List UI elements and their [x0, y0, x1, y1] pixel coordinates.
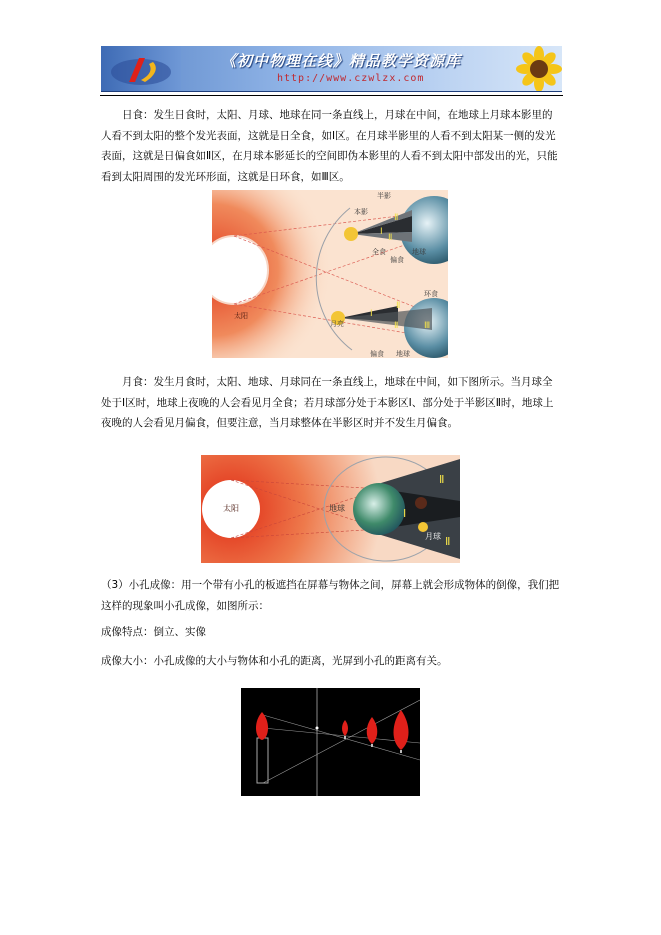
- paragraph-image-size: [101, 651, 562, 672]
- earth-globe: [353, 483, 405, 535]
- moon-partial: [418, 522, 428, 532]
- banner-title: 《初中物理在线》精品教学资源库: [221, 52, 462, 70]
- paragraph-pinhole: [101, 575, 562, 616]
- label-earth: 地球: [329, 504, 345, 513]
- zone-I-top: Ⅰ: [380, 227, 383, 237]
- zone-II-bottom-b: Ⅱ: [394, 321, 399, 331]
- label-umbra: 本影: [354, 208, 368, 216]
- site-banner: [101, 46, 562, 92]
- paragraph-solar-eclipse: [101, 105, 562, 187]
- moon-top: [344, 227, 358, 241]
- zone-I: Ⅰ: [403, 507, 407, 520]
- label-total-eclipse: 全食: [372, 248, 386, 256]
- paragraph-pinhole-text: （3）小孔成像：用一个带有小孔的板遮挡在屏幕与物体之间，屏幕上就会形成物体的倒像，我们把这样的现象叫小孔成像，如图所示：: [101, 579, 560, 612]
- label-moon: 月球: [425, 532, 441, 541]
- lunar-eclipse-figure: [201, 455, 460, 563]
- logo-mark-icon: [101, 46, 181, 92]
- paragraph-solar-text: 日食：发生日食时，太阳、月球、地球在同一条直线上，月球在中间，在地球上月球本影里的人看不到太阳的整个发光表面，这就是日全食，如Ⅰ区。在月球半影里的人看不到太阳某一侧的发光表面，这就是日偏食如Ⅱ区，在月球本影延长的空间即伪本影里的人看不到太阳中部发出的光，只能看到太阳周围的发光环形面，这就是日环食，如Ⅲ区。: [101, 109, 558, 183]
- sunflower-icon: [516, 46, 562, 92]
- pinhole: [316, 727, 319, 730]
- paragraph-lunar-eclipse: [101, 372, 562, 434]
- solar-eclipse-figure: [212, 190, 448, 358]
- zone-II-bottom-a: Ⅱ: [396, 301, 401, 311]
- banner-url[interactable]: http://www.czwlzx.com: [277, 73, 425, 84]
- label-sun: 太阳: [223, 504, 239, 513]
- label-moon: 月亮: [330, 320, 344, 328]
- zone-II-bottom: Ⅱ: [445, 535, 451, 548]
- label-partial-eclipse-top: 偏食: [390, 256, 404, 264]
- label-partial-eclipse-bottom: 偏食: [370, 350, 384, 358]
- zone-II-top-b: Ⅱ: [388, 233, 393, 243]
- site-logo: [101, 46, 181, 92]
- label-earth-top: 地球: [412, 248, 426, 256]
- zone-II-top: Ⅱ: [439, 473, 445, 486]
- label-annular-eclipse: 环食: [424, 290, 438, 298]
- zone-I-bottom: Ⅰ: [370, 309, 373, 319]
- zone-III: Ⅲ: [424, 321, 431, 331]
- pinhole-imaging-figure: [241, 688, 420, 796]
- label-earth-bottom: 地球: [396, 350, 410, 358]
- header-divider: [100, 95, 563, 96]
- label-penumbra: 半影: [377, 192, 391, 200]
- paragraph-feature: [101, 622, 562, 643]
- zone-II-top-a: Ⅱ: [394, 213, 399, 223]
- paragraph-size-text: 成像大小：小孔成像的大小与物体和小孔的距离，光屏到小孔的距离有关。: [101, 655, 448, 667]
- moon-in-umbra: [415, 497, 427, 509]
- label-sun: 太阳: [234, 312, 248, 320]
- paragraph-feature-text: 成像特点：倒立、实像: [101, 626, 206, 638]
- paragraph-lunar-text: 月食：发生月食时，太阳、地球、月球同在一条直线上，地球在中间，如下图所示。当月球全处于Ⅰ区时，地球上夜晚的人会看见月全食；若月球部分处于本影区Ⅰ、部分处于半影区Ⅱ时，地球上夜晚的人会看见月偏食，但要注意，当月球整体在半影区时并不发生月偏食。: [101, 376, 554, 429]
